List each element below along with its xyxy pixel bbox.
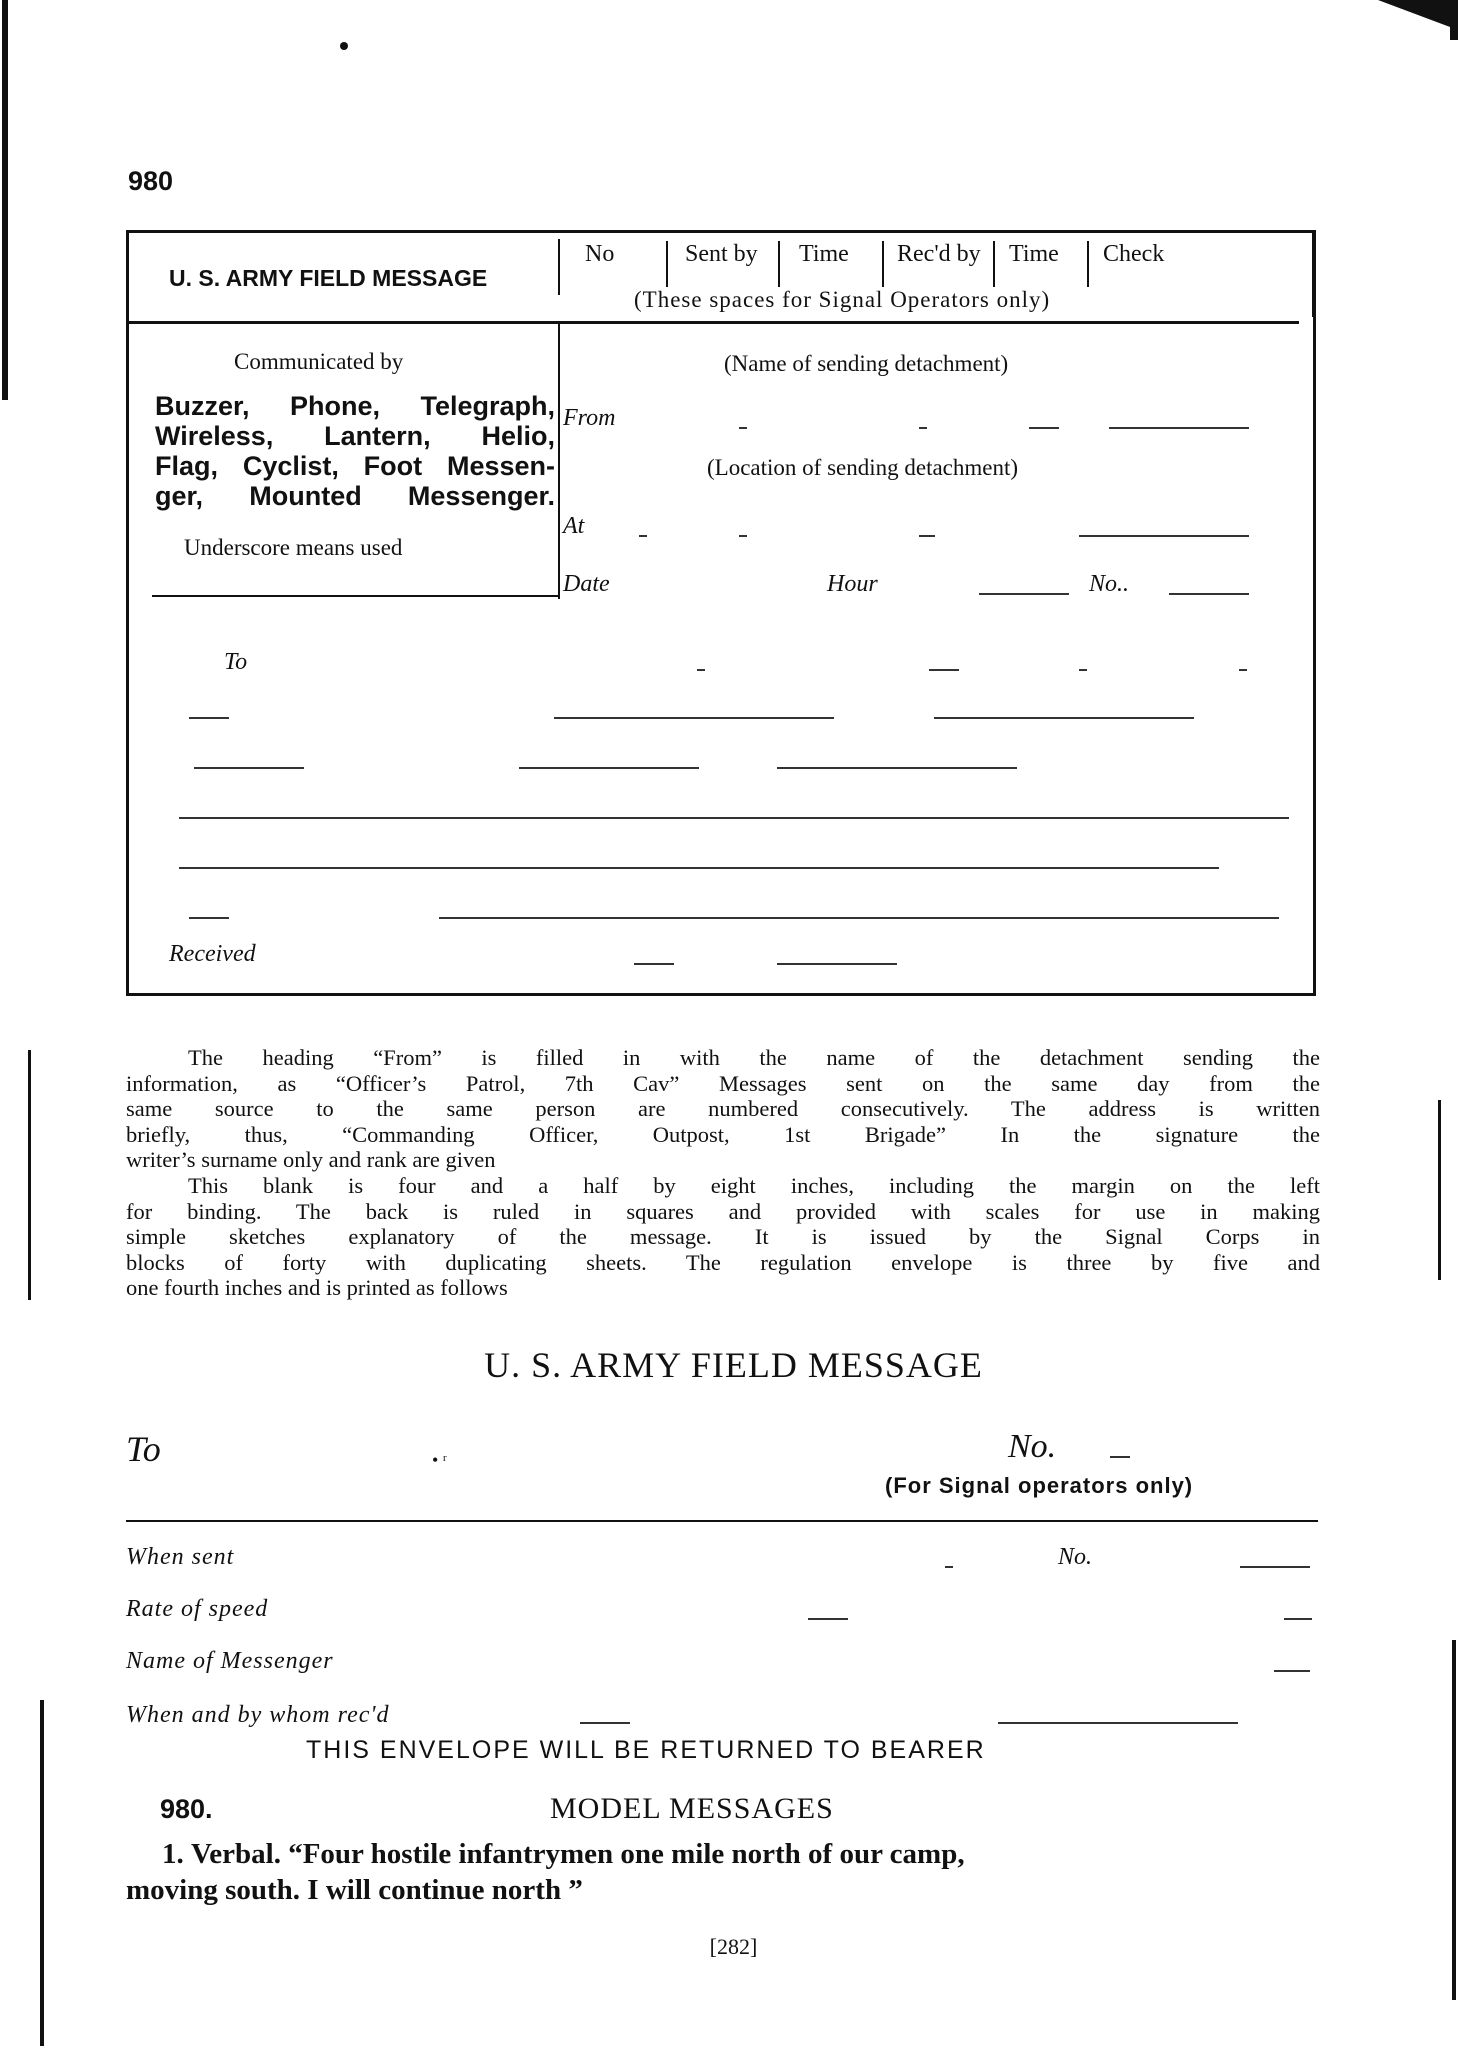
fill-dash — [554, 717, 834, 719]
para1-line: same source to the same person are numbered consecutively. The address is written — [126, 1096, 1320, 1121]
para2-line: for binding. The back is ruled in squares and provided with scales for use in making — [126, 1198, 1320, 1224]
fill-dash — [1029, 427, 1059, 429]
fill-dash — [777, 963, 897, 965]
left-bottom-rule — [152, 595, 558, 597]
at-label: At — [563, 513, 585, 539]
para2-line: one fourth inches and is printed as follows — [126, 1275, 508, 1300]
rate-of-speed-label: Rate of speed — [126, 1596, 269, 1622]
paragraph-heading-from — [126, 1045, 1320, 1173]
method-line-3: Flag, Cyclist, Foot Messen- — [155, 451, 555, 481]
fill-dash — [189, 717, 229, 719]
method-line-1: Buzzer, Phone, Telegraph, — [155, 391, 555, 421]
fill-dash — [998, 1722, 1238, 1724]
fill-dash — [580, 1722, 630, 1724]
fill-dash — [808, 1618, 848, 1620]
fill-dash — [1240, 1566, 1310, 1568]
col-sep — [778, 241, 780, 287]
fill-dash — [979, 593, 1069, 595]
body-divider-v — [558, 321, 560, 599]
model-message-kind: Verbal. — [191, 1838, 281, 1870]
paragraph-blank-size — [126, 1173, 1320, 1301]
model-message-number: 1. — [162, 1838, 184, 1870]
fill-dash — [179, 867, 1219, 869]
fill-dash — [1110, 1456, 1130, 1458]
number-label: No.. — [1089, 571, 1130, 597]
fill-dash — [639, 535, 647, 537]
fill-dash — [1274, 1670, 1310, 1672]
operator-note: (These spaces for Signal Operators only) — [634, 287, 1051, 312]
model-message-line-2: moving south. I will continue north ” — [126, 1874, 583, 1906]
hour-label: Hour — [827, 571, 878, 597]
corner-mark-stem — [1450, 0, 1458, 40]
envelope-no-label: No. — [1008, 1428, 1057, 1465]
column-sent-by: Sent by — [685, 241, 758, 267]
date-label: Date — [563, 571, 610, 597]
envelope-return-note: THIS ENVELOPE WILL BE RETURNED TO BEARER — [306, 1736, 986, 1764]
fill-dash — [934, 717, 1194, 719]
envelope-operator-note: (For Signal operators only) — [885, 1473, 1194, 1498]
when-sent-label: When sent — [126, 1544, 235, 1570]
column-check: Check — [1103, 241, 1165, 267]
para1-line: writer’s surname only and rank are given — [126, 1147, 496, 1172]
fill-dash — [189, 917, 229, 919]
fill-dash — [194, 767, 304, 769]
fill-dash — [1109, 427, 1249, 429]
col-sep — [666, 241, 668, 287]
method-line-4: ger, Mounted Messenger. — [155, 481, 555, 511]
form-title: U. S. ARMY FIELD MESSAGE — [169, 265, 488, 291]
column-no: No — [585, 241, 615, 267]
fill-dash — [1079, 535, 1249, 537]
fill-dash — [945, 1566, 953, 1568]
header-divider-v — [558, 239, 560, 295]
section-number: 980. — [160, 1794, 213, 1824]
communicated-by: Communicated by — [234, 349, 404, 374]
fill-dash — [777, 767, 1017, 769]
fill-dash — [919, 535, 935, 537]
para2-line: simple sketches explanatory of the message. It is issued by the Signal Corps in — [126, 1224, 1320, 1249]
to-label: To — [224, 649, 248, 675]
fill-dash — [1284, 1618, 1312, 1620]
received-label: Received — [169, 941, 256, 967]
envelope-to-label: To — [126, 1429, 161, 1469]
location-hint: (Location of sending detachment) — [707, 455, 1019, 480]
left-margin-mark — [2, 0, 8, 400]
fill-dash — [739, 427, 747, 429]
column-time-2: Time — [1009, 241, 1059, 267]
model-message-1 — [126, 1836, 1320, 1908]
right-margin-mark — [1438, 1100, 1441, 1280]
fill-dash — [1079, 669, 1087, 671]
column-time: Time — [799, 241, 849, 267]
column-recd-by: Rec'd by — [897, 241, 981, 267]
footer-page-number: [282] — [709, 1934, 758, 1959]
page-number: 980 — [128, 166, 174, 196]
para1-line: information, as “Officer’s Patrol, 7th Cav” Messages sent on the same day from the — [126, 1070, 1320, 1096]
field-message-form — [126, 230, 1316, 996]
ink-dot-icon — [340, 42, 348, 50]
section-title: MODEL MESSAGES — [550, 1792, 834, 1825]
name-hint: (Name of sending detachment) — [724, 351, 1009, 376]
envelope-mark: • ʳ — [432, 1450, 447, 1470]
fill-dash — [929, 669, 959, 671]
col-sep — [1087, 241, 1089, 287]
messenger-name-label: Name of Messenger — [126, 1648, 334, 1674]
para2-line: This blank is four and a half by eight inches, including the margin on the left — [188, 1173, 1320, 1198]
fill-dash — [634, 963, 674, 965]
col-sep — [882, 241, 884, 287]
envelope-rule — [126, 1520, 1318, 1522]
from-label: From — [563, 405, 616, 431]
fill-dash — [1239, 669, 1247, 671]
fill-dash — [697, 669, 705, 671]
para2-line: blocks of forty with duplicating sheets. The regulation envelope is three by five and — [126, 1249, 1320, 1275]
corner-mark-icon — [1378, 0, 1458, 30]
method-line-2: Wireless, Lantern, Helio, — [155, 421, 555, 451]
fill-dash — [739, 535, 747, 537]
model-message-line-1: “Four hostile infantrymen one mile north of our camp, — [288, 1838, 965, 1870]
fill-dash — [439, 917, 1279, 919]
para1-line: briefly, thus, “Commanding Officer, Outpost, 1st Brigade” In the signature the — [126, 1121, 1320, 1147]
when-sent-no-label: No. — [1058, 1544, 1093, 1570]
when-received-label: When and by whom rec'd — [126, 1702, 390, 1728]
left-margin-mark-3 — [40, 1700, 44, 2046]
para1-line: The heading “From” is filled in with the name of the detachment sending the — [188, 1045, 1320, 1070]
header-rule — [129, 321, 1299, 324]
underscore-note: Underscore means used — [184, 535, 403, 560]
fill-dash — [519, 767, 699, 769]
fill-dash — [919, 427, 927, 429]
fill-dash — [1169, 593, 1249, 595]
envelope-title: U. S. ARMY FIELD MESSAGE — [484, 1345, 983, 1385]
left-margin-mark-2 — [28, 1050, 31, 1300]
fill-dash — [179, 817, 1289, 819]
col-sep — [993, 241, 995, 287]
right-edge-mark — [1312, 233, 1316, 317]
